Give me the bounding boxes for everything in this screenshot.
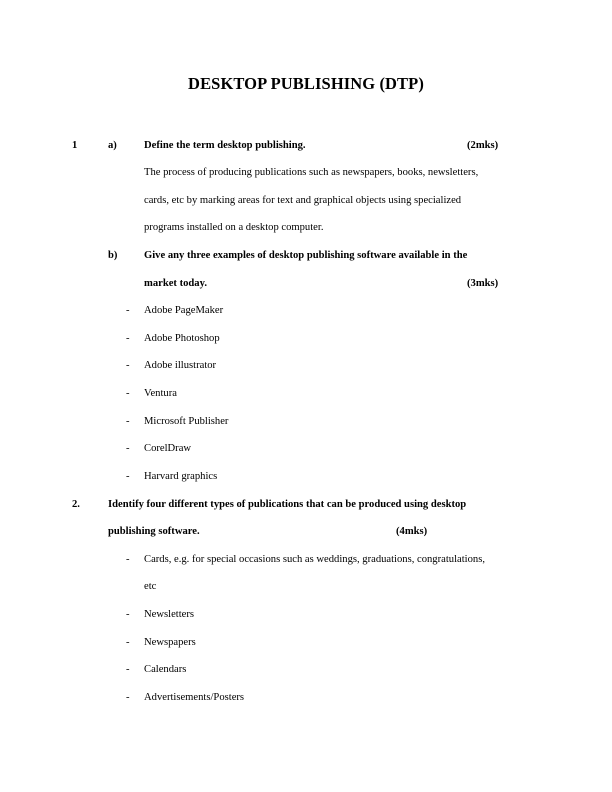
q1b-answer-item: Adobe illustrator [144, 360, 217, 371]
q1a-answer-line: cards, etc by marking areas for text and graphical objects using specialized [144, 195, 462, 206]
bullet-dash: - [126, 471, 130, 482]
bullet-dash: - [126, 637, 130, 648]
q1b-answer-item: Ventura [144, 388, 177, 399]
q2-question-line: publishing software. [108, 526, 200, 537]
q2-answer-item: Advertisements/Posters [144, 692, 245, 703]
q1b-question-line: Give any three examples of desktop publishing software available in the [144, 250, 468, 261]
q1b-question-line: market today. [144, 278, 207, 289]
q1b-answer-item: Adobe PageMaker [144, 305, 224, 316]
q1-number: 1 [72, 140, 78, 151]
q2-answer-item: Calendars [144, 664, 187, 675]
bullet-dash: - [126, 664, 130, 675]
bullet-dash: - [126, 360, 130, 371]
q1a-answer-line: programs installed on a desktop computer. [144, 222, 324, 233]
q2-answer-item: etc [144, 581, 157, 592]
q2-answer-item: Cards, e.g. for special occasions such as weddings, graduations, congratulations, [144, 554, 485, 565]
q1b-label: b) [108, 250, 118, 261]
bullet-dash: - [126, 692, 130, 703]
q2-answer-item: Newsletters [144, 609, 195, 620]
q1a-label: a) [108, 140, 117, 151]
bullet-dash: - [126, 443, 130, 454]
q1b-answer-item: Harvard graphics [144, 471, 218, 482]
bullet-dash: - [126, 388, 130, 399]
q2-answer-item: Newspapers [144, 637, 196, 648]
q1b-answer-item: Microsoft Publisher [144, 416, 229, 427]
q1b-marks: (3mks) [467, 278, 499, 289]
page-title: DESKTOP PUBLISHING (DTP) [188, 74, 424, 93]
q1b-answer-item: Adobe Photoshop [144, 333, 220, 344]
bullet-dash: - [126, 609, 130, 620]
q1a-question: Define the term desktop publishing. [144, 140, 306, 151]
q2-question-line: Identify four different types of publications that can be produced using desktop [108, 499, 467, 510]
bullet-dash: - [126, 416, 130, 427]
bullet-dash: - [126, 554, 130, 565]
q2-marks: (4mks) [396, 526, 428, 537]
bullet-dash: - [126, 333, 130, 344]
q2-number: 2. [72, 499, 80, 510]
q1a-answer-line: The process of producing publications such as newspapers, books, newsletters, [144, 167, 479, 178]
bullet-dash: - [126, 305, 130, 316]
q1b-answer-item: CorelDraw [144, 443, 192, 454]
q1a-marks: (2mks) [467, 140, 499, 151]
